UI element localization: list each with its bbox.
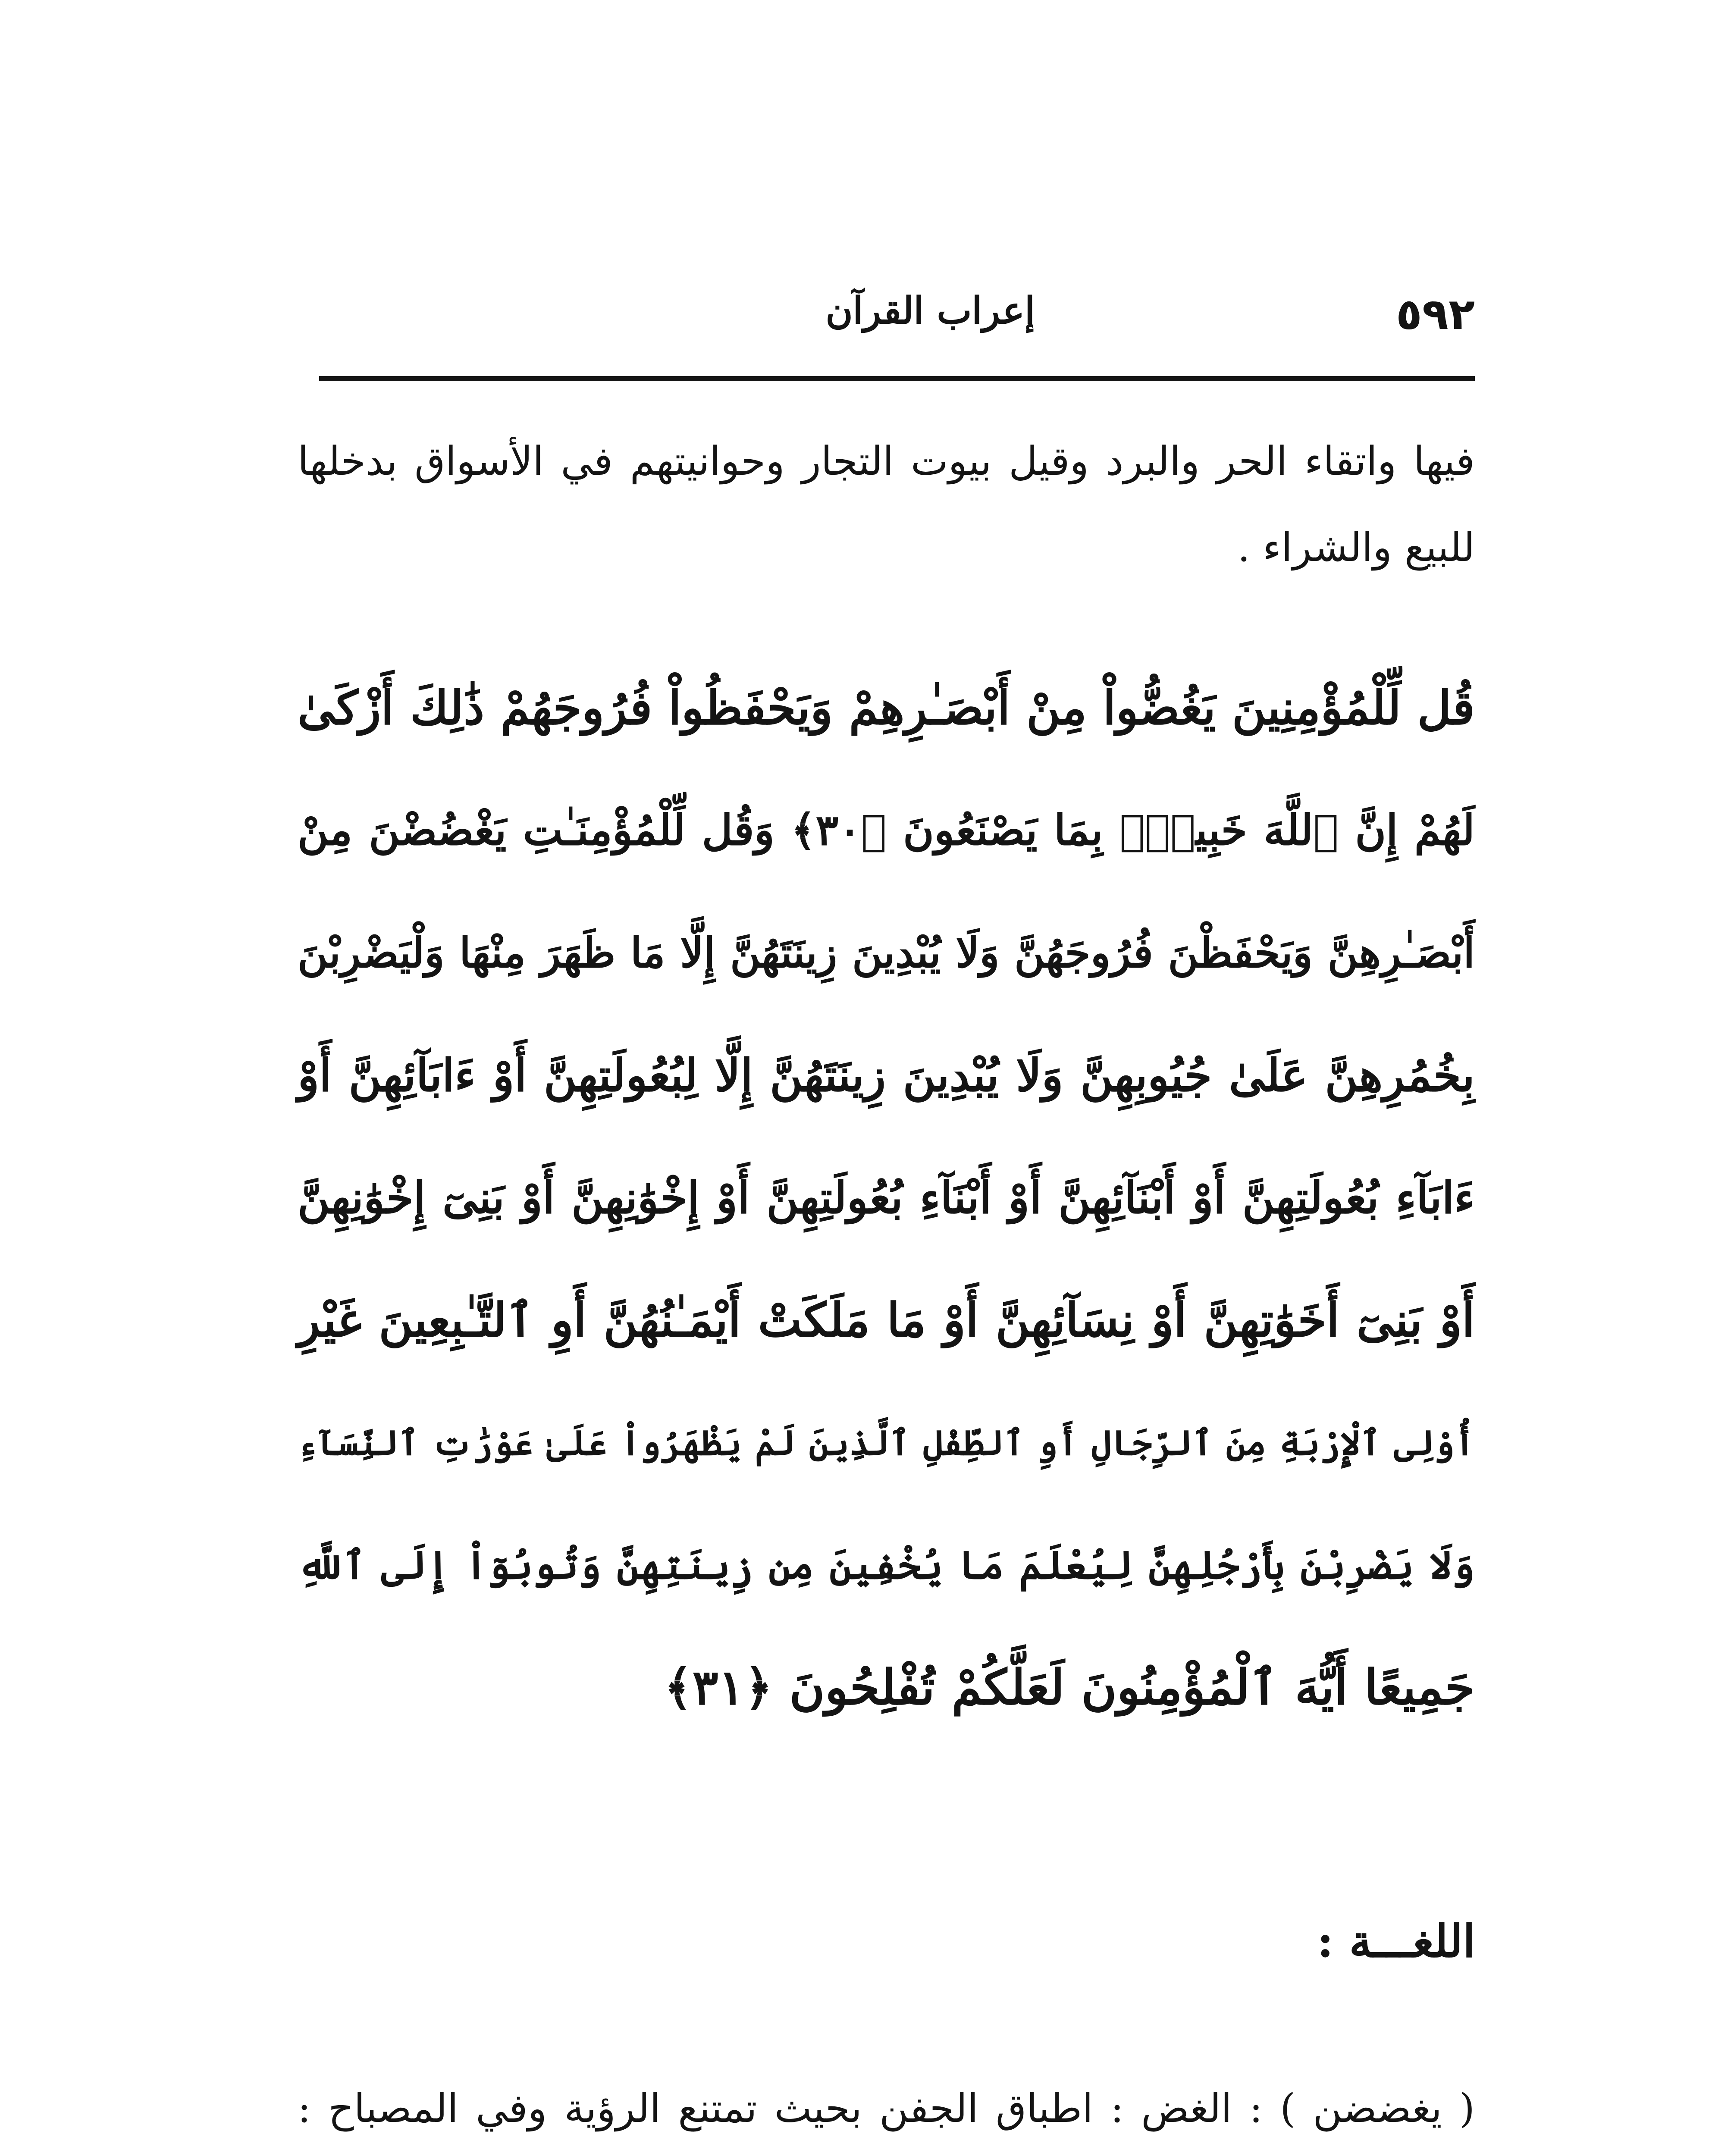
running-title: إعراب القرآن xyxy=(825,289,1035,332)
lexicon-paragraph: ( يغضضن ) : الغض : اطباق الجفن بحيث تمتنع الرؤية وفي المصباح : xyxy=(298,2085,1475,2131)
verse-line: أَوْ بَنِىٓ أَخَوَٰتِهِنَّ أَوْ نِسَآئِهِنَّ أَوْ مَا مَلَكَتْ أَيْمَـٰنُهُنَّ أَوِ ٱلتَّـٰبِعِينَ غَيْرِ xyxy=(298,1293,1475,1348)
page-number: ٥٩٢ xyxy=(1395,289,1475,339)
header-rule xyxy=(319,376,1475,381)
verse-line: قُل لِّلْمُؤْمِنِينَ يَغُضُّواْ مِنْ أَبْصَـٰرِهِمْ وَيَحْفَظُواْ فُرُوجَهُمْ ذَٰلِكَ أَزْكَىٰ xyxy=(297,681,1475,735)
section-heading-language: اللغـــة : xyxy=(1317,1915,1475,1968)
verse-line: أَبْصَـٰرِهِنَّ وَيَحْفَظْنَ فُرُوجَهُنَّ وَلَا يُبْدِينَ زِينَتَهُنَّ إِلَّا مَا ظَهَرَ مِنْهَا وَلْيَضْرِبْنَ xyxy=(298,928,1475,977)
verse-line: بِخُمُرِهِنَّ عَلَىٰ جُيُوبِهِنَّ وَلَا يُبْدِينَ زِينَتَهُنَّ إِلَّا لِبُعُولَتِهِنَّ أَوْ ءَابَآئِهِنَّ أَوْ xyxy=(298,1049,1475,1102)
verse-line: لَهُمْ إِنَّ ٱللَّهَ خَبِيرٌۢ بِمَا يَصْنَعُونَ ﴿٣٠﴾ وَقُل لِّلْمُؤْمِنَـٰتِ يَغْضُضْنَ مِنْ xyxy=(298,805,1475,855)
verse-line: وَلَا يَضْرِبْنَ بِأَرْجُلِهِنَّ لِيُعْلَمَ مَا يُخْفِينَ مِن زِينَتِهِنَّ وَتُوبُوٓاْ إِلَى ٱللَّهِ xyxy=(298,1542,1475,1588)
verse-line: جَمِيعًا أَيُّهَ ٱلْمُؤْمِنُونَ لَعَلَّكُمْ تُفْلِحُونَ ﴿٣١﴾ xyxy=(664,1659,1475,1716)
verse-line: ءَابَآءِ بُعُولَتِهِنَّ أَوْ أَبْنَآئِهِنَّ أَوْ أَبْنَآءِ بُعُولَتِهِنَّ أَوْ إِخْوَٰنِهِنَّ أَوْ بَنِىٓ إِخْوَٰنِهِنَّ xyxy=(298,1172,1475,1224)
page-header xyxy=(319,276,1475,354)
intro-paragraph: فيها واتقاء الحر والبرد وقيل بيوت التجار وحوانيتهم في الأسواق بدخلها للبيع والشراء . xyxy=(298,438,1475,570)
quran-verses xyxy=(298,647,1475,1837)
verse-line: أُوْلِى ٱلْإِرْبَةِ مِنَ ٱلرِّجَالِ أَوِ ٱلطِّفْلِ ٱلَّذِينَ لَمْ يَظْهَرُواْ عَلَىٰ عَوْرَٰتِ ٱلنِّسَآءِ xyxy=(298,1423,1475,1463)
